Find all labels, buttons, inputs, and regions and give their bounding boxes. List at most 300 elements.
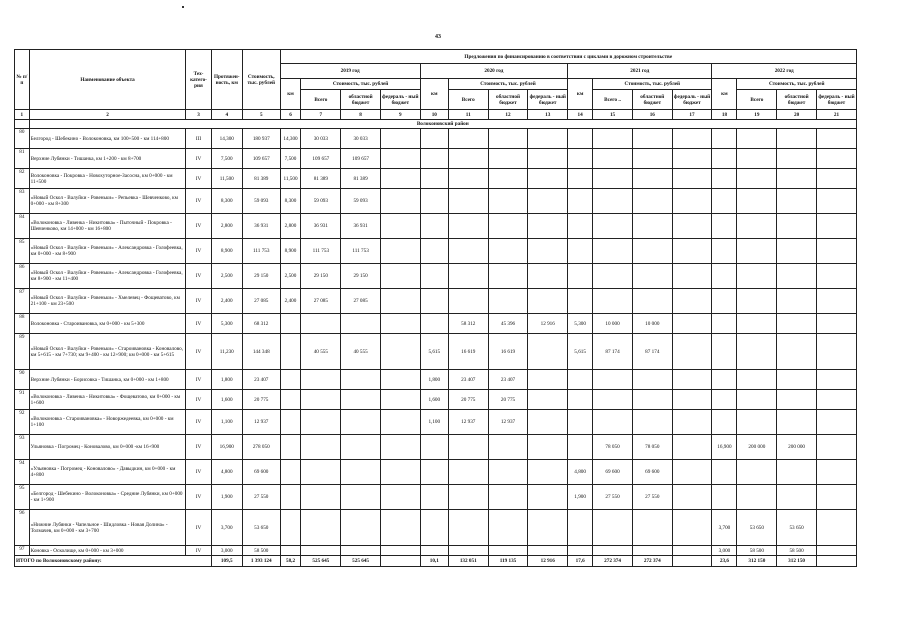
year-value-cell [672,435,712,460]
length-km: 14,300 [211,129,242,149]
year-value-cell [816,239,856,264]
table-row [15,129,857,149]
header-total: Всего .. [593,90,633,110]
year-value-cell [737,189,777,214]
year-value-cell [488,460,528,485]
year-value-cell [528,169,568,189]
year-value-cell: 3,700 [712,510,737,546]
year-value-cell [632,390,672,410]
length-km: 2,800 [211,214,242,239]
year-value-cell [816,370,856,390]
year-value-cell [816,289,856,314]
row-number: 81 [15,149,30,169]
year-value-cell [488,149,528,169]
year-value-cell: 109 657 [301,149,341,169]
tech-category: IV [186,189,211,214]
row-number: 80 [15,129,30,149]
year-value-cell [672,264,712,289]
year-value-cell [712,189,737,214]
year-value-cell: 8,900 [280,239,301,264]
total-year-value: 10,1 [420,556,448,567]
header-year-2021: 2021 год [568,64,712,79]
year-value-cell: 87 174 [593,334,633,370]
year-value-cell [777,370,817,390]
total-year-value [672,556,712,567]
year-value-cell [737,334,777,370]
tech-category: IV [186,289,211,314]
year-value-cell [777,289,817,314]
year-value-cell: 111 753 [301,239,341,264]
tech-category: IV [186,485,211,510]
total-year-value: 272 374 [593,556,633,567]
year-value-cell [341,460,381,485]
year-value-cell [488,435,528,460]
year-value-cell [632,189,672,214]
tech-category: IV [186,169,211,189]
year-value-cell [420,149,448,169]
year-value-cell [568,510,593,546]
year-value-cell [593,370,633,390]
row-number: 85 [15,239,30,264]
object-name: «Нижние Лубянки - Чапельное - Шидловка - Новая Долина» - Толмачев, км 0+000 - км 3+700 [29,510,186,546]
year-value-cell [380,510,420,546]
year-value-cell: 27 085 [301,289,341,314]
column-number: 21 [816,110,856,120]
year-value-cell [777,460,817,485]
length-km: 2,500 [211,264,242,289]
header-regional: областной бюджет [341,90,381,110]
table-row [15,390,857,410]
year-value-cell [380,410,420,435]
year-value-cell [712,314,737,334]
year-value-cell [712,460,737,485]
year-value-cell [341,485,381,510]
year-value-cell [737,390,777,410]
object-name: «Новый Оскол - Валуйки - Ровеньки» - Александровка - Голофеевка, км 0+000 - км 8+900 [29,239,186,264]
year-value-cell [488,239,528,264]
table-row [15,485,857,510]
year-value-cell [301,314,341,334]
year-value-cell [672,129,712,149]
header-length: Протяжен-ность, км [211,50,242,110]
header-cost-label: Стоимость, тыс. рублей [301,79,420,90]
year-value-cell [593,289,633,314]
column-number: 20 [777,110,817,120]
length-km: 16,900 [211,435,242,460]
year-value-cell [816,510,856,546]
year-value-cell [488,485,528,510]
year-value-cell: 2,400 [280,289,301,314]
year-value-cell [528,149,568,169]
tech-category: IV [186,239,211,264]
object-name: Коновка - Осколище, км 0+000 - км 3+000 [29,546,186,556]
object-name: Волоконовка - Покровка - Новохуторное-Засосна, км 0+000 - км 11+500 [29,169,186,189]
year-value-cell [568,189,593,214]
object-name: Белгород - Шебекино - Волоконовка, км 100+500 - км 114+800 [29,129,186,149]
object-name: «Новый Оскол - Валуйки - Ровеньки» - Хмелевец - Фощеватово, км 21+100 - км 23+500 [29,289,186,314]
year-value-cell [380,169,420,189]
year-value-cell: 45 396 [488,314,528,334]
table-row [15,410,857,435]
year-value-cell: 78 050 [593,435,633,460]
year-value-cell [672,149,712,169]
year-value-cell [448,129,488,149]
year-value-cell [301,546,341,556]
year-value-cell: 10 000 [632,314,672,334]
year-value-cell: 200 000 [777,435,817,460]
year-value-cell: 4,800 [568,460,593,485]
year-value-cell [448,510,488,546]
year-value-cell [380,129,420,149]
year-value-cell [632,264,672,289]
tech-category: IV [186,149,211,169]
year-value-cell: 27 550 [593,485,633,510]
year-value-cell [301,485,341,510]
year-value-cell [280,460,301,485]
length-km: 11,500 [211,169,242,189]
year-value-cell [737,485,777,510]
row-number: 97 [15,546,30,556]
object-name: «Ульяновка - Погромец - Коновалово» - Давыдкин, км 0+000 - км 4+800 [29,460,186,485]
tech-category: IV [186,410,211,435]
year-value-cell [528,410,568,435]
table-row [15,370,857,390]
year-value-cell [528,189,568,214]
year-value-cell [712,264,737,289]
year-value-cell [380,189,420,214]
year-value-cell [380,460,420,485]
table-row [15,314,857,334]
total-year-value: 525 645 [301,556,341,567]
year-value-cell: 111 753 [341,239,381,264]
total-year-value: 12 916 [528,556,568,567]
header-federal: федераль - ный бюджет [528,90,568,110]
year-value-cell: 27 085 [341,289,381,314]
column-number: 18 [712,110,737,120]
tech-category: IV [186,214,211,239]
year-value-cell [420,214,448,239]
year-value-cell: 5,615 [568,334,593,370]
year-value-cell [420,314,448,334]
year-value-cell [632,169,672,189]
year-value-cell [448,169,488,189]
cost-value: 111 753 [242,239,280,264]
year-value-cell: 14,300 [280,129,301,149]
year-value-cell [712,214,737,239]
year-value-cell [568,289,593,314]
year-value-cell: 10 000 [593,314,633,334]
table-row [15,189,857,214]
year-value-cell [280,390,301,410]
cost-value: 180 937 [242,129,280,149]
header-no: № п/п [15,50,30,110]
header-cost-label: Стоимость, тыс. рублей [737,79,857,90]
year-value-cell [380,390,420,410]
length-km: 1,900 [211,485,242,510]
tech-category: IV [186,435,211,460]
year-value-cell [528,214,568,239]
year-value-cell: 59 093 [301,189,341,214]
year-value-cell [301,460,341,485]
header-year-2022: 2022 год [712,64,857,79]
header-federal: федераль - ный бюджет [380,90,420,110]
year-value-cell [593,264,633,289]
year-value-cell: 69 600 [593,460,633,485]
year-value-cell [777,485,817,510]
cost-value: 12 937 [242,410,280,435]
header-cost: Стоимость, тыс. рублей [242,50,280,110]
year-value-cell: 20 775 [488,390,528,410]
year-value-cell [593,510,633,546]
year-value-cell: 87 174 [632,334,672,370]
table-row [15,435,857,460]
column-number: 19 [737,110,777,120]
year-value-cell: 1,600 [420,390,448,410]
year-value-cell [737,129,777,149]
row-number: 91 [15,390,30,410]
year-value-cell [420,485,448,510]
year-value-cell: 12 937 [448,410,488,435]
year-value-cell [712,370,737,390]
year-value-cell: 58 500 [737,546,777,556]
header-total: Всего [301,90,341,110]
length-km: 1,600 [211,390,242,410]
year-value-cell [593,149,633,169]
object-name: Верхние Лубянки - Тишанка, км 1+200 - км 8+700 [29,149,186,169]
cost-value: 53 650 [242,510,280,546]
year-value-cell [672,169,712,189]
year-value-cell [420,289,448,314]
year-value-cell: 30 033 [301,129,341,149]
total-year-value: 272 374 [632,556,672,567]
row-number: 83 [15,189,30,214]
year-value-cell: 53 650 [737,510,777,546]
year-value-cell [712,485,737,510]
year-value-cell [420,169,448,189]
cost-value: 109 657 [242,149,280,169]
year-value-cell [568,239,593,264]
year-value-cell: 7,500 [280,149,301,169]
cost-value: 278 050 [242,435,280,460]
year-value-cell [380,370,420,390]
total-year-value: 17,6 [568,556,593,567]
year-value-cell [816,546,856,556]
length-km: 3,000 [211,546,242,556]
tech-category: III [186,129,211,149]
row-number: 96 [15,510,30,546]
cost-value: 58 500 [242,546,280,556]
year-value-cell [380,289,420,314]
column-number: 15 [593,110,633,120]
year-value-cell: 12 937 [488,410,528,435]
year-value-cell [816,485,856,510]
cost-value: 59 093 [242,189,280,214]
year-value-cell [737,149,777,169]
year-value-cell [777,149,817,169]
year-value-cell [672,334,712,370]
year-value-cell [672,390,712,410]
year-value-cell: 23 407 [448,370,488,390]
year-value-cell [341,510,381,546]
cost-value: 144 348 [242,334,280,370]
year-value-cell [737,289,777,314]
year-value-cell: 20 775 [448,390,488,410]
length-km: 1,100 [211,410,242,435]
year-value-cell [737,239,777,264]
year-value-cell: 16 619 [448,334,488,370]
column-number: 5 [242,110,280,120]
year-value-cell [672,189,712,214]
year-value-cell [816,334,856,370]
year-value-cell [448,546,488,556]
header-regional: областной бюджет [632,90,672,110]
year-value-cell: 40 555 [341,334,381,370]
year-value-cell [448,485,488,510]
year-value-cell: 81 389 [301,169,341,189]
year-value-cell [420,239,448,264]
table-row [15,510,857,546]
year-value-cell [593,129,633,149]
year-value-cell [448,460,488,485]
year-value-cell [301,370,341,390]
year-value-cell [528,129,568,149]
year-value-cell [632,149,672,169]
row-number: 86 [15,264,30,289]
year-value-cell [672,239,712,264]
cost-value: 81 389 [242,169,280,189]
object-name: «Волоконовка - Ливенка - Никитовка» - Фощеватово, км 0+000 - км 1+600 [29,390,186,410]
cost-value: 36 931 [242,214,280,239]
year-value-cell [712,410,737,435]
tech-category: IV [186,334,211,370]
year-value-cell [816,314,856,334]
year-value-cell [448,239,488,264]
tech-category: IV [186,460,211,485]
header-proposals: Предложения по финансированию в соответствии с циклами в дорожном строительстве [280,50,856,64]
column-number: 4 [211,110,242,120]
year-value-cell [737,410,777,435]
tech-category: IV [186,390,211,410]
year-value-cell: 40 555 [301,334,341,370]
year-value-cell [420,435,448,460]
year-value-cell [568,390,593,410]
header-regional: областной бюджет [488,90,528,110]
year-value-cell [488,264,528,289]
column-number: 13 [528,110,568,120]
year-value-cell [488,546,528,556]
year-value-cell [632,289,672,314]
object-name: Волоконовка - Староивановка, км 0+000 - км 5+300 [29,314,186,334]
year-value-cell [568,410,593,435]
year-value-cell [672,370,712,390]
year-value-cell [528,460,568,485]
header-cost-label: Стоимость, тыс. рублей [593,79,712,90]
year-value-cell: 29 150 [301,264,341,289]
object-name: Ульяновка - Погромец - Коновалово, км 0+000 -км 16+900 [29,435,186,460]
year-value-cell [632,129,672,149]
total-year-value: 119 135 [488,556,528,567]
year-value-cell [816,149,856,169]
year-value-cell [816,169,856,189]
year-value-cell: 1,800 [420,370,448,390]
year-value-cell [380,485,420,510]
row-number: 93 [15,435,30,460]
year-value-cell [301,390,341,410]
object-name: «Новый Оскол - Валуйки - Ровеньки» - Александровка - Голофеевка, км 8+900 - км 11+400 [29,264,186,289]
header-name: Наименование объекта [29,50,186,110]
year-value-cell [632,510,672,546]
table-row [15,334,857,370]
year-value-cell [632,410,672,435]
year-value-cell [593,546,633,556]
year-value-cell [380,435,420,460]
year-value-cell [816,129,856,149]
year-value-cell [280,510,301,546]
year-value-cell [448,189,488,214]
year-value-cell: 78 050 [632,435,672,460]
column-number: 8 [341,110,381,120]
row-number: 92 [15,410,30,435]
year-value-cell [380,334,420,370]
year-value-cell [280,410,301,435]
year-value-cell [568,214,593,239]
year-value-cell [593,390,633,410]
year-value-cell: 53 650 [777,510,817,546]
year-value-cell [712,129,737,149]
year-value-cell [777,189,817,214]
financing-table [14,49,857,567]
year-value-cell [280,546,301,556]
year-value-cell [420,510,448,546]
year-value-cell [341,314,381,334]
column-number: 6 [280,110,301,120]
year-value-cell [488,189,528,214]
total-year-value: 132 051 [448,556,488,567]
year-value-cell [528,264,568,289]
row-number: 88 [15,314,30,334]
row-number: 90 [15,370,30,390]
year-value-cell [777,410,817,435]
year-value-cell [528,435,568,460]
column-number: 14 [568,110,593,120]
length-km: 8,900 [211,239,242,264]
cost-value: 69 600 [242,460,280,485]
year-value-cell: 29 150 [341,264,381,289]
year-value-cell [672,485,712,510]
year-value-cell [737,460,777,485]
total-year-value: 312 150 [737,556,777,567]
year-value-cell [737,169,777,189]
year-value-cell [816,435,856,460]
year-value-cell [301,435,341,460]
year-value-cell: 200 000 [737,435,777,460]
year-value-cell [301,510,341,546]
length-km: 4,800 [211,460,242,485]
year-value-cell [632,370,672,390]
year-value-cell [420,189,448,214]
table-row [15,460,857,485]
cost-value: 23 407 [242,370,280,390]
total-year-value: 525 645 [341,556,381,567]
year-value-cell: 81 389 [341,169,381,189]
year-value-cell [488,169,528,189]
year-value-cell [712,239,737,264]
year-value-cell [672,289,712,314]
header-km: км [568,79,593,110]
length-km: 11,230 [211,334,242,370]
year-value-cell: 30 033 [341,129,381,149]
row-number: 87 [15,289,30,314]
